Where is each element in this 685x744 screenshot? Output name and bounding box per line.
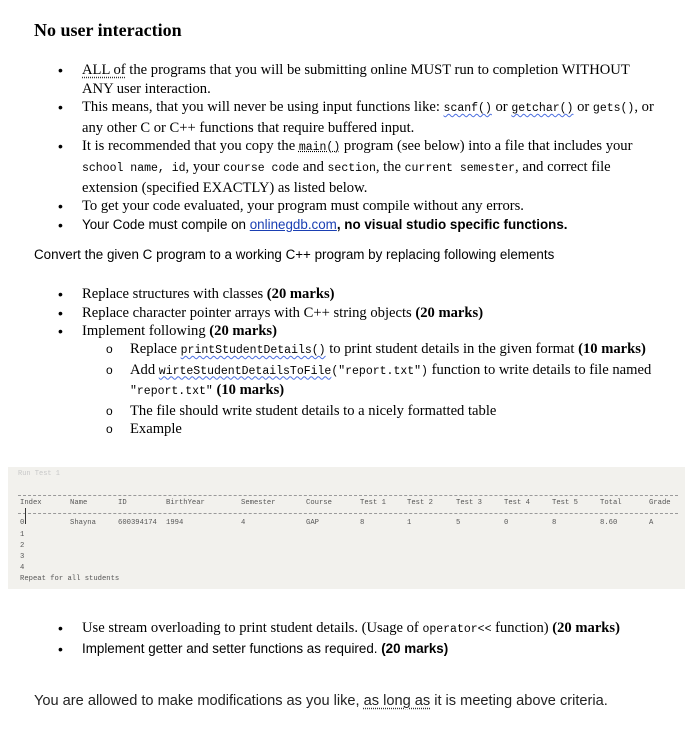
- row-name: Shayna: [70, 519, 96, 527]
- header-grade: Grade: [649, 499, 671, 507]
- code-scanf: scanf(): [443, 102, 492, 116]
- code-writeStudentDetailsToFile: wirteStudentDetailsToFile: [158, 364, 332, 378]
- repeat-note: Repeat for all students: [20, 575, 120, 583]
- convert-intro: Convert the given C program to a working C++ program by replacing following elements: [34, 247, 555, 262]
- code-getchar: getchar(): [511, 102, 574, 116]
- header-test5: Test 5: [552, 499, 578, 507]
- page-title: No user interaction: [34, 20, 182, 40]
- task-string-objects: • Replace character pointer arrays with C++ string objects (20 marks): [56, 304, 656, 323]
- header-test4: Test 4: [504, 499, 530, 507]
- code-operator: operator<<: [422, 623, 492, 636]
- task-structures-to-classes: • Replace structures with classes (20 marks): [56, 285, 656, 304]
- header-test1: Test 1: [360, 499, 386, 507]
- subtask-formatted-table: o The file should write student details to a nicely formatted table: [104, 402, 664, 421]
- rule-copy-main: • It is recommended that you copy the main() program (see below) into a file that includes your school name, id, your course code and section, the current semester, and correct file extension (specified EXACTLY) as listed below.: [56, 137, 656, 197]
- row-test2: 1: [407, 519, 412, 527]
- closing-note: You are allowed to make modifications as you like, as long as it is meeting above criteria.: [34, 693, 608, 709]
- header-index: Index: [20, 499, 42, 507]
- rule-no-input-functions: • This means, that you will never be using input functions like: scanf() or getchar() or gets(), or any other C or C++ functions that require buffered input.: [56, 98, 656, 137]
- header-semester: Semester: [241, 499, 276, 507]
- header-birthyear: BirthYear: [166, 499, 205, 507]
- example-title: Run Test 1: [18, 470, 61, 478]
- header-course: Course: [306, 499, 332, 507]
- code-printStudentDetails: printStudentDetails(): [180, 344, 326, 357]
- index-2: 2: [20, 542, 25, 550]
- task-stream-overloading: • Use stream overloading to print student details. (Usage of operator<< function) (20 marks): [56, 619, 656, 640]
- text-cursor: [25, 508, 26, 524]
- row-grade: A: [649, 519, 654, 527]
- example-output-panel: [8, 467, 685, 589]
- row-test5: 8: [552, 519, 557, 527]
- subtask-print-details: o Replace printStudentDetails() to print student details in the given format (10 marks): [104, 340, 664, 361]
- subtask-write-file: o Add wirteStudentDetailsToFile("report.txt") function to write details to file named "report.txt" (10 marks): [104, 361, 664, 402]
- row-index: 0: [20, 519, 25, 527]
- subtask-example: o Example: [104, 420, 664, 439]
- subtasks-list: [104, 340, 664, 439]
- index-3: 3: [20, 553, 25, 561]
- index-1: 1: [20, 531, 25, 539]
- more-tasks-list: [56, 619, 656, 658]
- tasks-list: [56, 285, 656, 341]
- header-id: ID: [118, 499, 127, 507]
- rules-list: [56, 61, 656, 234]
- header-test2: Test 2: [407, 499, 433, 507]
- index-4: 4: [20, 564, 25, 572]
- header-name: Name: [70, 499, 88, 507]
- row-test4: 0: [504, 519, 509, 527]
- row-test1: 8: [360, 519, 365, 527]
- code-main: main(): [298, 141, 341, 155]
- header-test3: Test 3: [456, 499, 482, 507]
- rule-run-to-completion: • ALL of the programs that you will be submitting online MUST run to completion WITHOUT ANY user interaction.: [56, 61, 656, 98]
- onlinegdb-link[interactable]: onlinegdb.com: [249, 216, 337, 232]
- row-test3: 5: [456, 519, 461, 527]
- task-getters-setters: • Implement getter and setter functions as required. (20 marks): [56, 640, 656, 659]
- row-total: 8.60: [600, 519, 618, 527]
- rule-compile-no-errors: • To get your code evaluated, your program must compile without any errors.: [56, 197, 656, 216]
- header-total: Total: [600, 499, 622, 507]
- row-semester: 4: [241, 519, 246, 527]
- rule-onlinegdb: • Your Code must compile on onlinegdb.com, no visual studio specific functions.: [56, 216, 656, 235]
- table-rule-header: [18, 513, 678, 514]
- row-birthyear: 1994: [166, 519, 184, 527]
- row-id: 600394174: [118, 519, 157, 527]
- row-course: GAP: [306, 519, 319, 527]
- table-rule-top: [18, 495, 678, 496]
- task-implement-following: • Implement following (20 marks): [56, 322, 656, 341]
- code-gets: gets(): [592, 102, 635, 116]
